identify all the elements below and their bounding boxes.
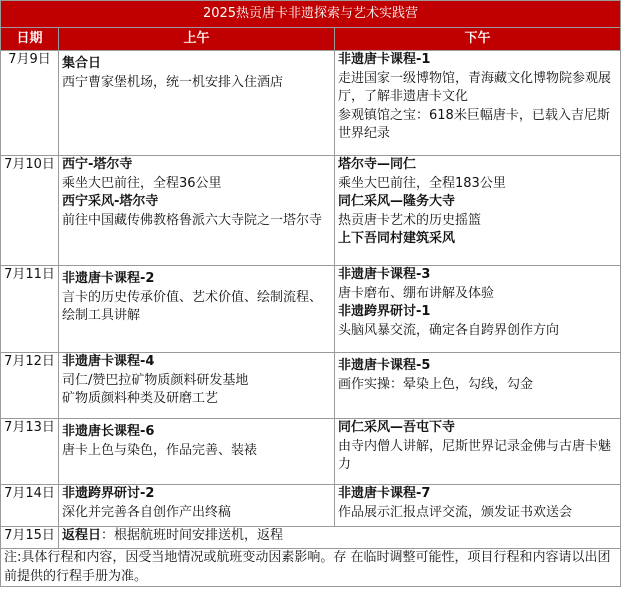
date-cell: 7月10日 bbox=[1, 156, 59, 266]
am-item: 言卡的历史传承价值、艺术价值、绘制流程、绘制工具讲解 bbox=[62, 289, 323, 324]
am-item: 乘坐大巴前往，全程36公里 bbox=[62, 175, 222, 191]
note-row bbox=[1, 549, 621, 587]
pm-item: 热贡唐卡艺术的历史摇篮 bbox=[338, 212, 482, 228]
am-item: 非遗唐卡课程-4 bbox=[62, 354, 155, 369]
day-row bbox=[1, 485, 621, 527]
date-cell: 7月14日 bbox=[1, 485, 59, 527]
day-row bbox=[1, 353, 621, 419]
pm-item: 非遗唐卡课程-1 bbox=[338, 52, 431, 67]
pm-item: 作品展示汇报点评交流，颁发证书欢送会 bbox=[338, 504, 573, 520]
pm-item: 上下吾同村建筑采风 bbox=[338, 231, 456, 247]
day-row bbox=[1, 51, 621, 156]
am-cell bbox=[59, 485, 335, 527]
pm-item: 唐卡磨布、绷布讲解及体验 bbox=[338, 285, 495, 301]
header-pm: 下午 bbox=[335, 28, 621, 51]
am-item: 西宁采风-塔尔寺 bbox=[62, 194, 159, 210]
am-item: 西宁曹家堡机场，统一机安排入住酒店 bbox=[62, 74, 284, 90]
date-cell: 7月9日 bbox=[1, 51, 59, 156]
pm-item: 走进国家一级博物馆，青海藏文化博物院参观展厅，了解非遗唐卡文化 bbox=[338, 70, 612, 105]
pm-item: 同仁采风—吾屯下寺 bbox=[338, 420, 456, 435]
am-cell bbox=[59, 266, 335, 353]
pm-item: 画作实操：晕染上色，勾线，勾金 bbox=[338, 376, 534, 392]
am-cell bbox=[59, 419, 335, 485]
day-row bbox=[1, 266, 621, 353]
am-item: 非遗唐卡课程-2 bbox=[62, 271, 155, 286]
footnote: 注:具体行程和内容，因受当地情况或航班变动因素影响。存 在临时调整可能性，项目行程和内容请以出团前提供的行程手册为准。 bbox=[1, 549, 621, 587]
am-item: 前往中国藏传佛教格鲁派六大寺院之一塔尔寺 bbox=[62, 212, 323, 228]
am-cell bbox=[59, 156, 335, 266]
pm-item: 由寺内僧人讲解，尼斯世界记录金佛与古唐卡魅力 bbox=[338, 438, 612, 473]
am-item: 司仁/赞巴拉矿物质颜料研发基地 bbox=[62, 372, 249, 388]
pm-item: 非遗唐卡课程-3 bbox=[338, 267, 431, 282]
table-title: 2025热贡唐卡非遗探索与艺术实践营 bbox=[1, 1, 621, 28]
pm-cell bbox=[335, 51, 621, 156]
pm-item: 非遗唐卡课程-5 bbox=[338, 358, 431, 373]
pm-cell bbox=[335, 485, 621, 527]
date-cell: 7月15日 bbox=[1, 527, 59, 549]
return-text: ：根据航班时间安排送机，返程 bbox=[101, 528, 284, 543]
return-label: 返程日 bbox=[62, 528, 102, 543]
return-cell bbox=[59, 527, 621, 549]
date-cell: 7月11日 bbox=[1, 266, 59, 353]
pm-item: 非遗跨界研讨-1 bbox=[338, 304, 431, 320]
am-item: 西宁-塔尔寺 bbox=[62, 157, 133, 172]
pm-item: 头脑风暴交流，确定各自跨界创作方向 bbox=[338, 322, 560, 338]
pm-cell bbox=[335, 266, 621, 353]
pm-item: 塔尔寺—同仁 bbox=[338, 157, 417, 172]
return-row bbox=[1, 527, 621, 549]
day-row bbox=[1, 156, 621, 266]
am-item: 集合日 bbox=[62, 56, 102, 71]
am-item: 深化并完善各自创作产出终稿 bbox=[62, 504, 232, 520]
date-cell: 7月12日 bbox=[1, 353, 59, 419]
am-cell bbox=[59, 353, 335, 419]
am-item: 非遗跨界研讨-2 bbox=[62, 486, 155, 501]
pm-cell bbox=[335, 156, 621, 266]
pm-cell bbox=[335, 353, 621, 419]
day-row bbox=[1, 419, 621, 485]
header-date: 日期 bbox=[1, 28, 59, 51]
pm-item: 乘坐大巴前往，全程183公里 bbox=[338, 175, 506, 191]
am-item: 矿物质颜料种类及研磨工艺 bbox=[62, 391, 219, 407]
header-am: 上午 bbox=[59, 28, 335, 51]
pm-cell bbox=[335, 419, 621, 485]
am-item: 非遗唐长课程-6 bbox=[62, 424, 155, 439]
pm-item: 参观镇馆之宝：618米巨幅唐卡，已载入吉尼斯世界纪录 bbox=[338, 107, 610, 142]
pm-item: 非遗唐卡课程-7 bbox=[338, 486, 431, 501]
am-item: 唐卡上色与染色，作品完善、装裱 bbox=[62, 442, 258, 458]
am-cell bbox=[59, 51, 335, 156]
date-cell: 7月13日 bbox=[1, 419, 59, 485]
pm-item: 同仁采风—隆务大寺 bbox=[338, 194, 456, 210]
